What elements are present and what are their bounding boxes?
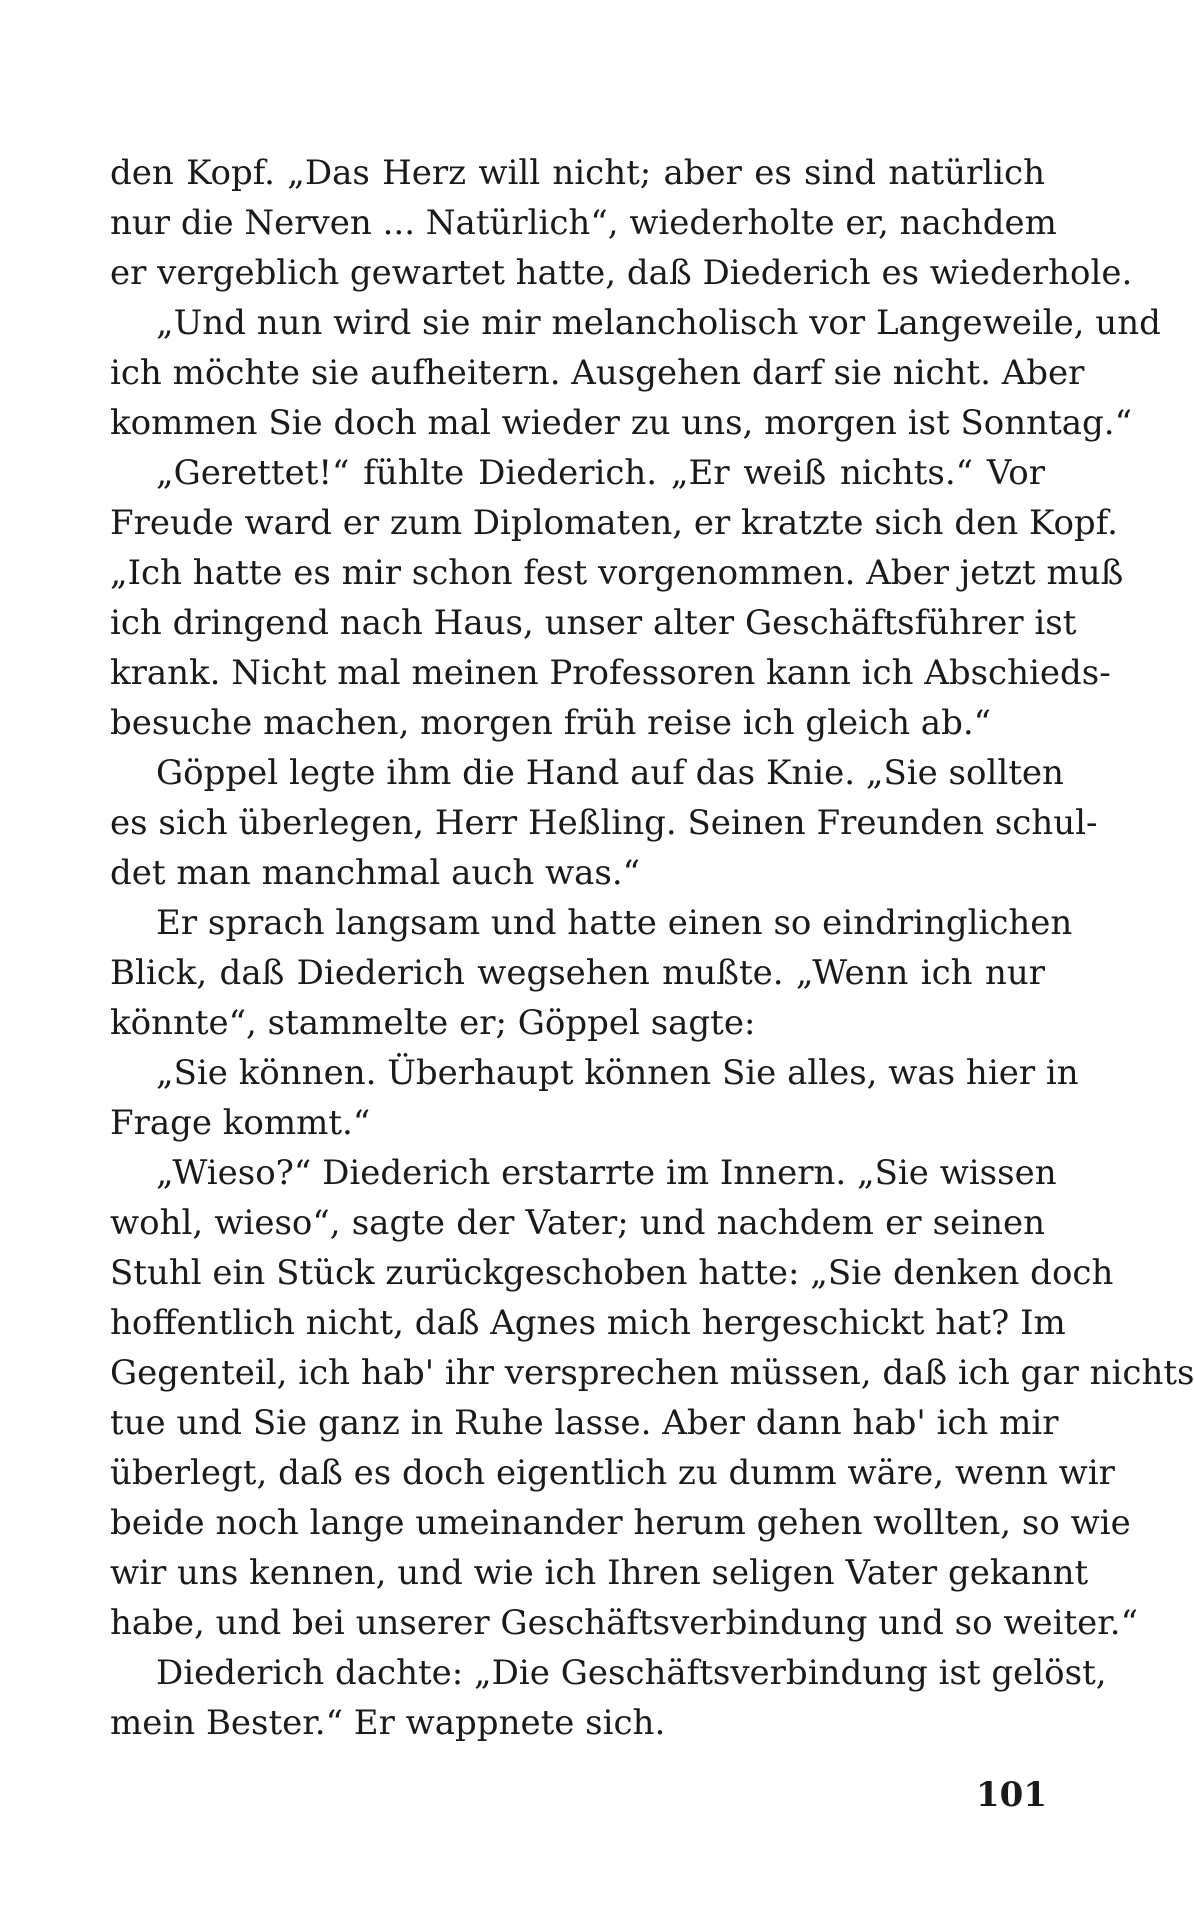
text-line: „Ich hatte es mir schon fest vorgenommen. Aber jetzt muß: [110, 553, 1124, 593]
text-line: „Und nun wird sie mir melancholisch vor Langeweile, und: [156, 303, 1161, 343]
text-line: habe, und bei unserer Geschäftsverbindung und so weiter.“: [110, 1603, 1138, 1643]
text-line: Freude ward er zum Diplomaten, er kratzte sich den Kopf.: [110, 503, 1118, 543]
text-line: beide noch lange umeinander herum gehen wollten, so wie: [110, 1503, 1131, 1543]
text-line: det man manchmal auch was.“: [110, 853, 641, 893]
text-line: wohl, wieso“, sagte der Vater; und nachdem er seinen: [110, 1203, 1045, 1243]
text-line: es sich überlegen, Herr Heßling. Seinen Freunden schul-: [110, 803, 1098, 843]
text-line: krank. Nicht mal meinen Professoren kann ich Abschieds-: [110, 653, 1111, 693]
text-line: kommen Sie doch mal wieder zu uns, morgen ist Sonntag.“: [110, 403, 1132, 443]
text-line: besuche machen, morgen früh reise ich gleich ab.“: [110, 703, 992, 743]
text-line: nur die Nerven ... Natürlich“, wiederholte er, nachdem: [110, 203, 1057, 243]
text-line: „Sie können. Überhaupt können Sie alles, was hier in: [156, 1053, 1079, 1093]
text-line: Gegenteil, ich hab' ihr versprechen müssen, daß ich gar nichts: [110, 1353, 1194, 1393]
body-text: [110, 148, 1194, 1748]
text-line: er vergeblich gewartet hatte, daß Diederich es wiederhole.: [110, 253, 1133, 293]
text-line: Blick, daß Diederich wegsehen mußte. „Wenn ich nur: [110, 953, 1045, 993]
text-line: Diederich dachte: „Die Geschäftsverbindung ist gelöst,: [156, 1653, 1107, 1693]
text-line: Stuhl ein Stück zurückgeschoben hatte: „Sie denken doch: [110, 1253, 1114, 1293]
text-line: „Gerettet!“ fühlte Diederich. „Er weiß nichts.“ Vor: [156, 453, 1045, 493]
text-line: Er sprach langsam und hatte einen so eindringlichen: [156, 903, 1073, 943]
text-line: Frage kommt.“: [110, 1103, 371, 1143]
page-number: 101: [976, 1775, 1047, 1815]
text-line: ich dringend nach Haus, unser alter Geschäftsführer ist: [110, 603, 1077, 643]
text-line: „Wieso?“ Diederich erstarrte im Innern. „Sie wissen: [156, 1153, 1057, 1193]
text-line: hoffentlich nicht, daß Agnes mich hergeschickt hat? Im: [110, 1303, 1066, 1343]
text-line: wir uns kennen, und wie ich Ihren seligen Vater gekannt: [110, 1553, 1089, 1593]
text-line: den Kopf. „Das Herz will nicht; aber es sind natürlich: [110, 153, 1045, 193]
text-line: Göppel legte ihm die Hand auf das Knie. „Sie sollten: [156, 753, 1064, 793]
text-line: überlegt, daß es doch eigentlich zu dumm wäre, wenn wir: [110, 1453, 1115, 1493]
text-line: könnte“, stammelte er; Göppel sagte:: [110, 1003, 756, 1043]
text-line: mein Bester.“ Er wappnete sich.: [110, 1703, 666, 1743]
text-line: tue und Sie ganz in Ruhe lasse. Aber dann hab' ich mir: [110, 1403, 1059, 1443]
text-line: ich möchte sie aufheitern. Ausgehen darf sie nicht. Aber: [110, 353, 1085, 393]
